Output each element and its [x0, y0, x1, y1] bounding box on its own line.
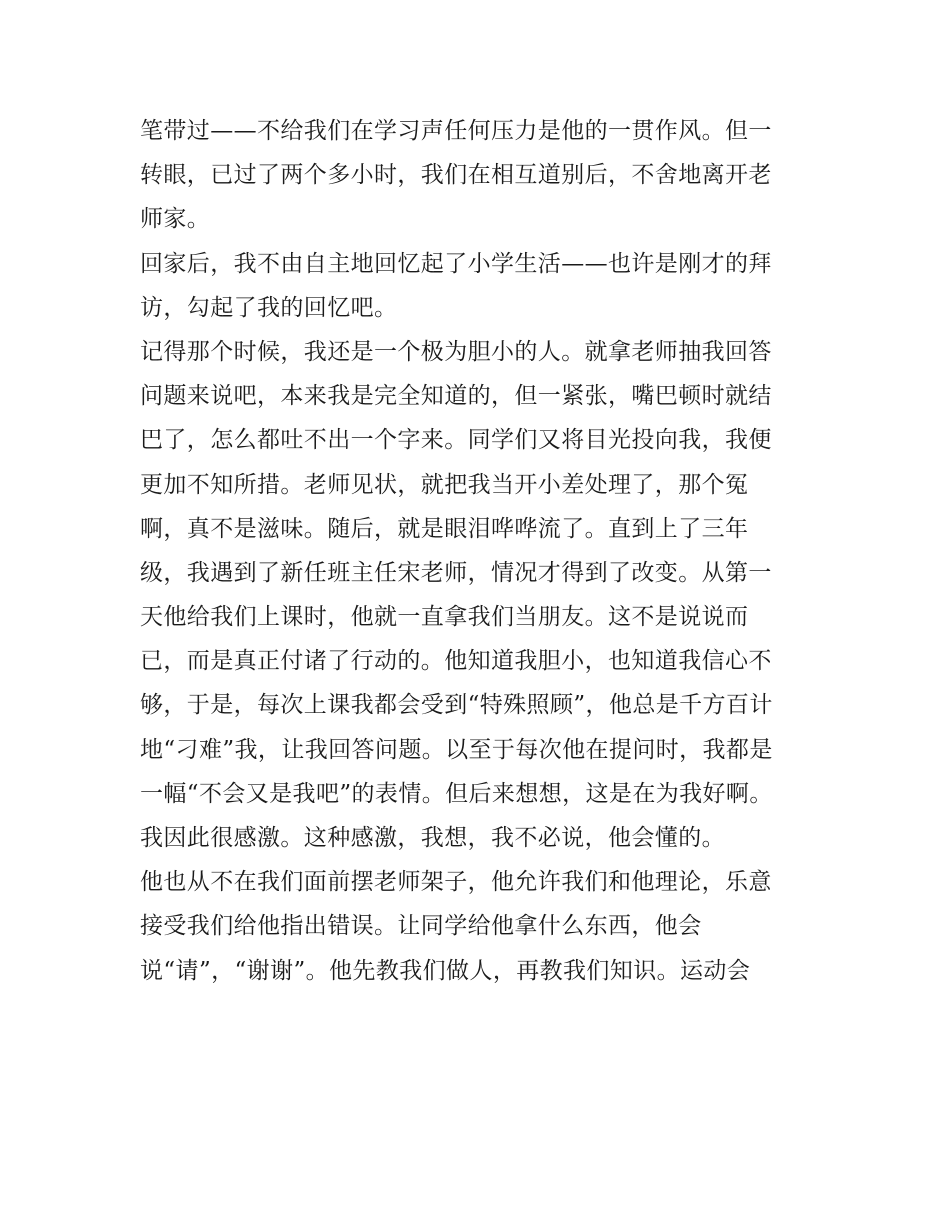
text-line: 说“请”，“谢谢”。他先教我们做人，再教我们知识。运动会	[140, 957, 751, 984]
text-line: 接受我们给他指出错误。让同学给他拿什么东西，他会	[140, 913, 702, 940]
text-line: 他也从不在我们面前摆老师架子，他允许我们和他理论，乐意	[140, 869, 772, 896]
text-line: 巴了，怎么都吐不出一个字来。同学们又将目光投向我，我便	[140, 427, 772, 454]
text-line: 我因此很感激。这种感激，我想，我不必说，他会懂的。	[140, 825, 725, 851]
text-line: 访，勾起了我的回忆吧。	[140, 294, 398, 321]
text-line: 记得那个时候，我还是一个极为胆小的人。就拿老师抽我回答	[140, 338, 772, 365]
text-line: 天他给我们上课时，他就一直拿我们当朋友。这不是说说而	[140, 604, 749, 631]
text-line: 地“刁难”我，让我回答问题。以至于每次他在提问时，我都是	[140, 736, 773, 763]
text-line: 笔带过——不给我们在学习声任何压力是他的一贯作风。但一	[140, 118, 772, 144]
text-line: 师家。	[140, 206, 211, 233]
text-line: 回家后，我不由自主地回忆起了小学生活——也许是刚才的拜	[140, 250, 772, 277]
text-line: 已，而是真正付诸了行动的。他知道我胆小，也知道我信心不	[140, 648, 772, 675]
text-line: 啊，真不是滋味。随后，就是眼泪哗哗流了。直到上了三年	[140, 515, 749, 542]
body-text	[140, 109, 820, 993]
text-line: 一幅“不会又是我吧”的表情。但后来想想，这是在为我好啊。	[140, 780, 773, 807]
text-line: 够，于是，每次上课我都会受到“特殊照顾”，他总是千方百计	[140, 692, 773, 719]
text-line: 更加不知所措。老师见状，就把我当开小差处理了，那个冤	[140, 471, 749, 498]
text-line: 级，我遇到了新任班主任宋老师，情况才得到了改变。从第一	[140, 559, 772, 586]
text-line: 转眼，已过了两个多小时，我们在相互道别后，不舍地离开老	[140, 162, 772, 189]
text-line: 问题来说吧，本来我是完全知道的，但一紧张，嘴巴顿时就结	[140, 383, 772, 410]
